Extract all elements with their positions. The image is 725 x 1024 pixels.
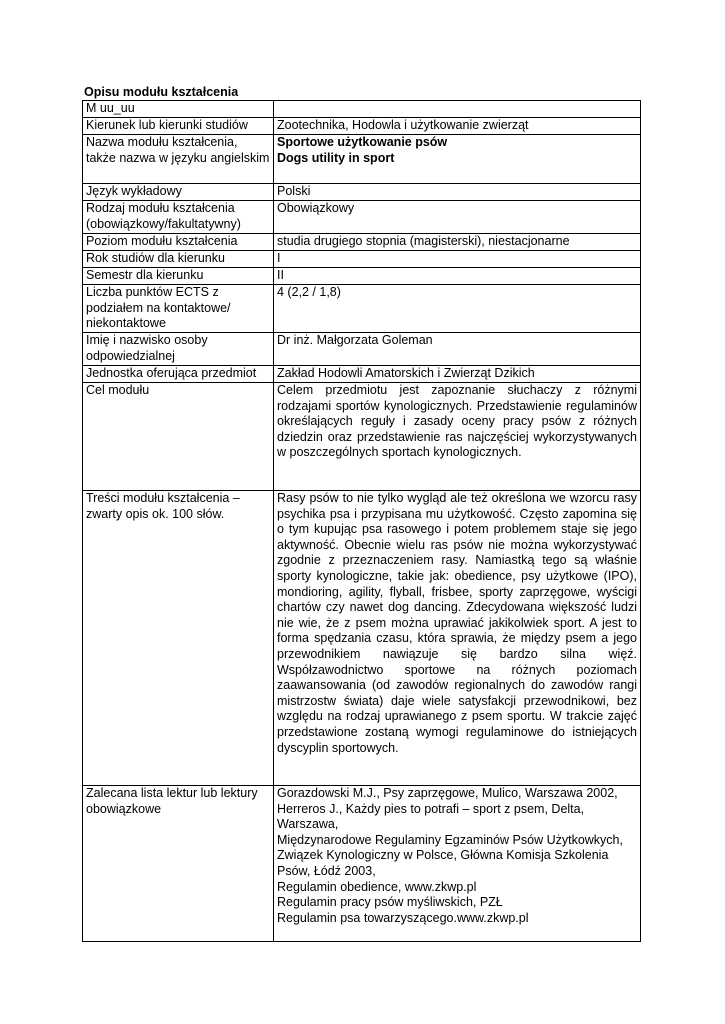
row-label: M uu_uu — [83, 101, 274, 118]
table-row — [83, 491, 641, 786]
row-label: Treści modułu kształcenia – zwarty opis ok. 100 słów. — [83, 491, 274, 786]
row-value: Zakład Hodowli Amatorskich i Zwierząt Dzikich — [274, 366, 641, 383]
module-name-english: Dogs utility in sport — [277, 150, 395, 165]
row-value: Dr inż. Małgorzata Goleman — [274, 333, 641, 366]
table-row — [83, 184, 641, 201]
row-value: II — [274, 268, 641, 285]
row-value: Polski — [274, 184, 641, 201]
row-label: Język wykładowy — [83, 184, 274, 201]
literature-item: Herreros J., Każdy pies to potrafi – sport z psem, Delta, Warszawa, — [277, 801, 585, 832]
literature-item: Regulamin pracy psów myśliwskich, PZŁ — [277, 895, 503, 910]
row-label: Cel modułu — [83, 383, 274, 491]
row-label: Poziom modułu kształcenia — [83, 234, 274, 251]
module-name-polish: Sportowe użytkowanie psów — [277, 135, 448, 149]
row-value: I — [274, 251, 641, 268]
row-label: Jednostka oferująca przedmiot — [83, 366, 274, 383]
table-row — [83, 383, 641, 491]
table-row — [83, 234, 641, 251]
table-row — [83, 118, 641, 135]
module-description-table — [82, 100, 641, 942]
table-row — [83, 135, 641, 184]
literature-item: Gorazdowski M.J., Psy zaprzęgowe, Mulico, Warszawa 2002, — [277, 786, 618, 800]
row-value: studia drugiego stopnia (magisterski), niestacjonarne — [274, 234, 641, 251]
literature-item: Regulamin obedience, www.zkwp.pl — [277, 879, 477, 894]
row-label: Semestr dla kierunku — [83, 268, 274, 285]
row-label: Kierunek lub kierunki studiów — [83, 118, 274, 135]
table-row — [83, 101, 641, 118]
table-row — [83, 251, 641, 268]
table-row — [83, 366, 641, 383]
row-value: Zootechnika, Hodowla i użytkowanie zwierząt — [274, 118, 641, 135]
row-label: Imię i nazwisko osoby odpowiedzialnej — [83, 333, 274, 366]
row-value: Celem przedmiotu jest zapoznanie słuchaczy z różnymi rodzajami sportów kynologicznych. Przedstawienie regulaminów określających reguły i zasady oceny pracy psów z różnych dziedzin oraz przedstawienie ras najczęściej wykorzystywanych w poszczególnych sportach kynologicznych. — [274, 383, 641, 491]
row-value: Rasy psów to nie tylko wygląd ale też określona we wzorcu rasy psychika psa i przypisana mu użytkowość. Często zapomina się o tym kupując psa rasowego i potem problemem staje się jego aktywność. Obecnie wielu ras psów nie można wykorzystywać zgodnie z przeznaczeniem rasy. Namiastką tego są właśnie sporty kynologiczne, takie jak: obedience, psy użytkowe (IPO), mondioring, agility, flyball, frisbee, sporty zaprzęgowe, wyścigi chartów czy nawet dog dancing. Zdecydowana większość ludzi nie wie, że z psem można uprawiać jakikolwiek sport. A jest to forma spędzania czasu, która sprawia, że między psem a jego przewodnikiem nawiązuje się bardzo silna więź. Współzawodnictwo sportowe na różnych poziomach zaawansowania (od zawodów regionalnych do zawodów rangi mistrzostw świata) daje wiele satysfakcji przewodnikowi, bez względu na rodzaj uprawianego z psem sportu. W trakcie zajęć przedstawione zostaną wymogi regulaminowe do istniejących dyscyplin sportowych. — [274, 491, 641, 786]
row-value — [274, 135, 641, 184]
table-row — [83, 201, 641, 234]
row-label: Rok studiów dla kierunku — [83, 251, 274, 268]
page-title: Opisu modułu kształcenia — [84, 85, 239, 99]
table-row — [83, 786, 641, 942]
row-value: 4 (2,2 / 1,8) — [274, 285, 641, 333]
literature-list — [274, 786, 641, 942]
row-label: Liczba punktów ECTS z podziałem na kontaktowe/ niekontaktowe — [83, 285, 274, 333]
literature-item: Międzynarodowe Regulaminy Egzaminów Psów Użytkowkych, Związek Kynologiczny w Polsce, Główna Komisja Szkolenia Psów, Łódź 2003, — [277, 832, 623, 878]
literature-item: Regulamin psa towarzyszącego.www.zkwp.pl — [277, 910, 529, 925]
row-value — [274, 101, 641, 118]
row-label: Nazwa modułu kształcenia, także nazwa w języku angielskim — [83, 135, 274, 184]
row-value: Obowiązkowy — [274, 201, 641, 234]
table-row — [83, 268, 641, 285]
table-row — [83, 333, 641, 366]
row-label: Zalecana lista lektur lub lektury obowiązkowe — [83, 786, 274, 942]
row-label: Rodzaj modułu kształcenia (obowiązkowy/fakultatywny) — [83, 201, 274, 234]
table-row — [83, 285, 641, 333]
